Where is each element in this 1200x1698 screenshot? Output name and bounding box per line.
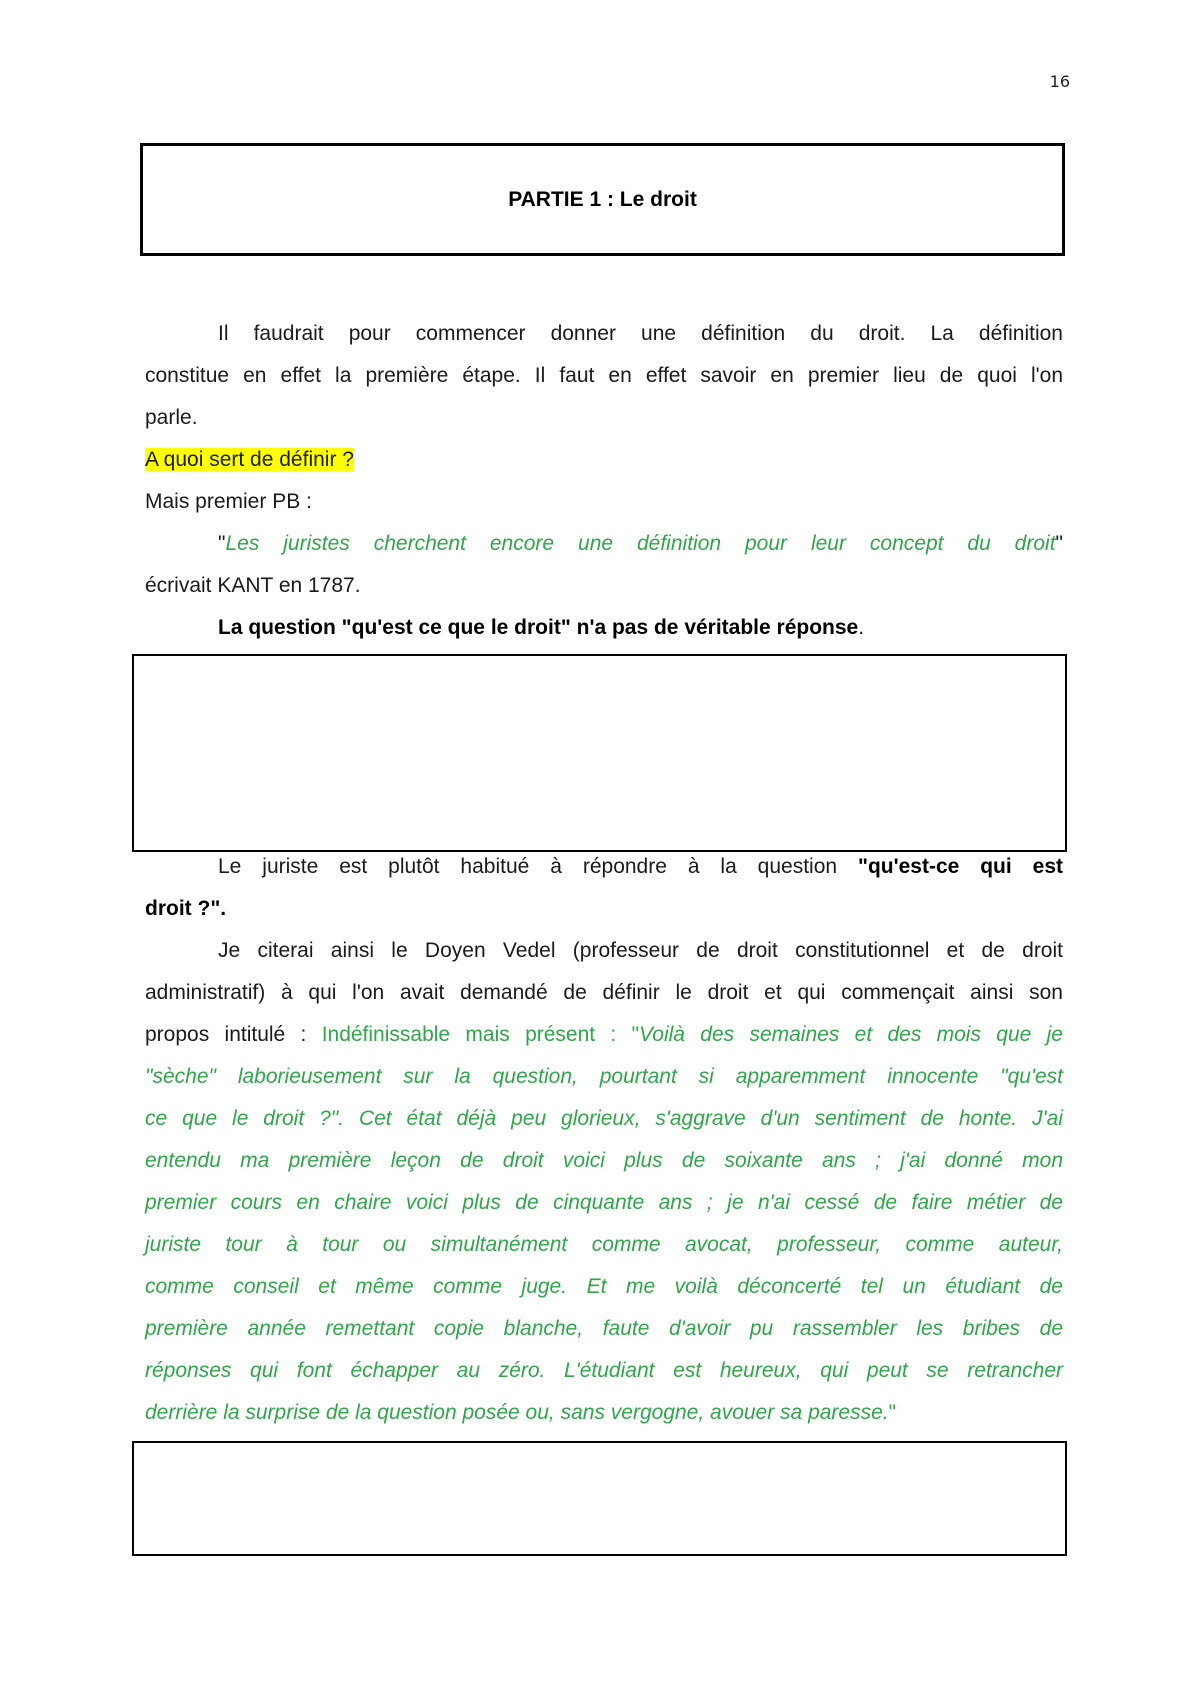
page-number: 16 bbox=[1049, 72, 1070, 91]
paragraph-1-line-3: parle. bbox=[145, 406, 198, 429]
juriste-line-1 bbox=[218, 846, 1063, 888]
vedel-line-3 bbox=[145, 1014, 1063, 1056]
vedel-quote-line: entendu ma première leçon de droit voici plus de soixante ans ; j'ai donné mon bbox=[145, 1149, 1063, 1172]
title-box bbox=[140, 143, 1065, 256]
vedel-quote-end: derrière la surprise de la question posée ou, sans vergogne, avouer sa paresse. bbox=[145, 1401, 889, 1424]
vedel-title: Indéfinissable mais présent : bbox=[321, 1023, 617, 1046]
vedel-quote-start: Voilà des semaines et des mois que je bbox=[639, 1023, 1063, 1046]
section-title: PARTIE 1 : Le droit bbox=[508, 187, 697, 211]
question-line bbox=[145, 439, 1063, 481]
juriste-bold-text: "qu'est-ce qui est bbox=[858, 855, 1063, 878]
vedel-line-1-text: Je citerai ainsi le Doyen Vedel (professeur de droit constitutionnel et de droit bbox=[218, 939, 1063, 962]
paragraph-1-line-1: Il faudrait pour commencer donner une définition du droit. La définition bbox=[218, 322, 1063, 345]
vedel-quote-line: première année remettant copie blanche, faute d'avoir pu rassembler les bribes de bbox=[145, 1317, 1063, 1340]
vedel-quote-line: comme conseil et même comme juge. Et me voilà déconcerté tel un étudiant de bbox=[145, 1275, 1063, 1298]
kant-quote: Les juristes cherchent encore une définition pour leur concept du droit bbox=[225, 532, 1056, 555]
kant-close-quote: " bbox=[1055, 532, 1063, 555]
conclusion-text: La question "qu'est ce que le droit" n'a pas de véritable réponse bbox=[218, 616, 859, 639]
vedel-close-quote: " bbox=[888, 1401, 897, 1424]
vedel-line-2: administratif) à qui l'on avait demandé de définir le droit et qui commençait ainsi son bbox=[145, 981, 1063, 1004]
empty-frame-1 bbox=[132, 654, 1067, 852]
paragraph-1-line-2: constitue en effet la première étape. Il faut en effet savoir en premier lieu de quoi l'on bbox=[145, 364, 1063, 387]
vedel-quote-last-line bbox=[145, 1392, 1063, 1434]
vedel-quote-line: juriste tour à tour ou simultanément comme avocat, professeur, comme auteur, bbox=[145, 1233, 1063, 1256]
mais-premier-pb: Mais premier PB : bbox=[145, 490, 312, 513]
empty-frame-2 bbox=[132, 1441, 1067, 1556]
vedel-open-quote: " bbox=[631, 1023, 640, 1046]
conclusion-line bbox=[218, 607, 1063, 649]
vedel-quote-line: premier cours en chaire voici plus de cinquante ans ; je n'ai cessé de faire métier de bbox=[145, 1191, 1063, 1214]
juriste-line-2: droit ?". bbox=[145, 897, 227, 920]
kant-quote-line bbox=[218, 523, 1063, 565]
vedel-quote-line: "sèche" laborieusement sur la question, pourtant si apparemment innocente "qu'est bbox=[145, 1065, 1063, 1088]
vedel-quote-line: ce que le droit ?". Cet état déjà peu glorieux, s'aggrave d'un sentiment de honte. J'ai bbox=[145, 1107, 1063, 1130]
kant-attribution: écrivait KANT en 1787. bbox=[145, 574, 361, 597]
conclusion-period: . bbox=[858, 616, 865, 639]
kant-open-quote: " bbox=[218, 532, 226, 555]
vedel-quote-line: réponses qui font échapper au zéro. L'étudiant est heureux, qui peut se retrancher bbox=[145, 1359, 1063, 1382]
highlighted-question: A quoi sert de définir ? bbox=[145, 448, 354, 471]
juriste-plain-text: Le juriste est plutôt habitué à répondre à la question bbox=[218, 855, 838, 878]
vedel-propos: propos intitulé : bbox=[145, 1023, 307, 1046]
vedel-line-1 bbox=[218, 930, 1063, 972]
